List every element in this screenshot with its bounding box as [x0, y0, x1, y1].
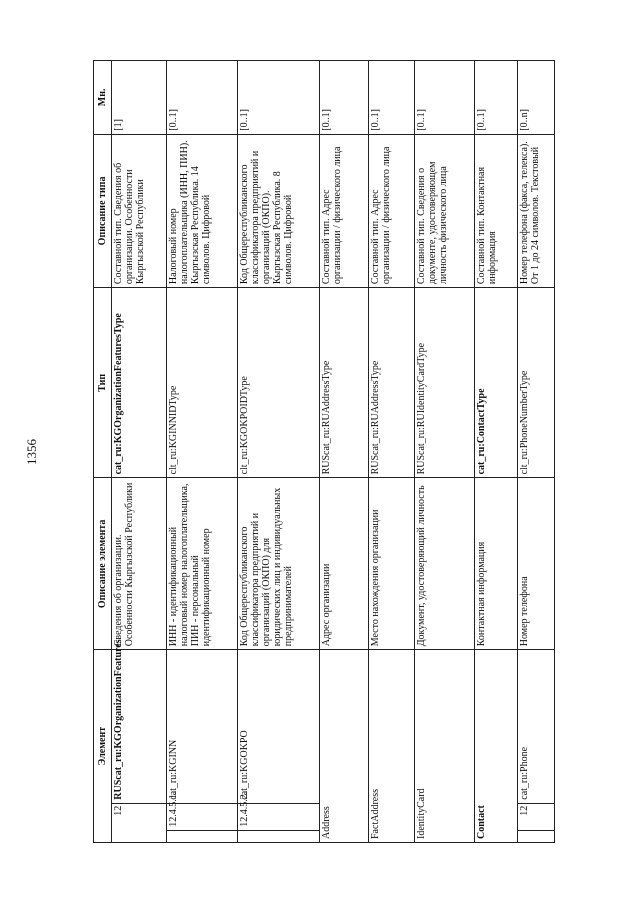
row-element-desc: Адрес организации	[320, 478, 369, 650]
row-element: FactAddress	[369, 650, 415, 843]
row-type: cat_ru:ContactType	[475, 288, 518, 478]
row-type-desc: Составной тип. Контактная информация	[475, 134, 518, 287]
row-type-desc: Код Общереспубликанского классификатора предприятий и организаций (ОКПО). Кыргызская Республика. 8 символов. Цифровой	[238, 134, 320, 287]
row-indent	[238, 830, 320, 842]
table-row	[369, 61, 415, 843]
row-type: cat_ru:KGOrganizationFeaturesType	[112, 288, 167, 478]
row-element-desc: Документ, удостоверяющий личность	[415, 478, 475, 650]
row-element: IdentityCard	[415, 650, 475, 843]
row-type-desc: Составной тип. Сведения об организации. Особенности Кыргызской Республики	[112, 134, 167, 287]
row-element-desc: Место нахождения организации	[369, 478, 415, 650]
row-indent	[167, 830, 238, 842]
row-element-desc: Код Общереспубликанского классификатора предприятий и организаций (ОКПО) для юридических лиц и индивидуальных предпринимателей	[238, 478, 320, 650]
row-element-desc: Контактная информация	[475, 478, 518, 650]
row-type: RUScat_ru:RUAddressType	[320, 288, 369, 478]
row-element: Address	[320, 650, 369, 843]
row-element-desc: Номер телефона	[518, 478, 555, 650]
page-number: 1356	[24, 439, 39, 465]
row-number: 12	[112, 803, 167, 842]
row-type-desc: Составной тип. Адрес организации / физического лица	[369, 134, 415, 287]
row-element-desc: Сведения об организации. Особенности Кыргызской Республики	[112, 478, 167, 650]
row-element: Contact	[475, 650, 518, 843]
header-type-desc: Описание типа	[94, 134, 112, 287]
row-mult: [1]	[112, 61, 167, 135]
row-type: RUScat_ru:RUIdentityCardType	[415, 288, 475, 478]
row-mult: [0..n]	[518, 61, 555, 135]
row-element: cat_ru:Phone	[518, 650, 555, 803]
table-row	[238, 61, 320, 843]
header-type: Тип	[94, 288, 112, 478]
row-type: clt_ru:PhoneNumberType	[518, 288, 555, 478]
row-mult: [0..1]	[369, 61, 415, 135]
header-mult: Мн.	[94, 61, 112, 135]
table-header-row	[94, 61, 112, 843]
table-row	[475, 61, 518, 843]
table-row	[415, 61, 475, 843]
row-type-desc: Составной тип. Адрес организации / физического лица	[320, 134, 369, 287]
row-mult: [0..1]	[415, 61, 475, 135]
row-number: 12.4.5.2.	[238, 803, 320, 830]
row-element: cat_ru:KGOKPO	[238, 650, 320, 803]
row-element: RUScat_ru:KGOrganizationFeatures	[112, 650, 167, 803]
row-type-desc: Номер телефона (факса, телекса). От 1 до 24 символов. Текстовый	[518, 134, 555, 287]
row-mult: [0..1]	[167, 61, 238, 135]
row-indent	[518, 830, 555, 842]
row-number: 12	[518, 803, 555, 830]
row-mult: [0..1]	[320, 61, 369, 135]
row-type: clt_ru:KGINNIDType	[167, 288, 238, 478]
table-row	[518, 61, 555, 843]
row-type: RUScat_ru:RUAddressType	[369, 288, 415, 478]
row-type-desc: Составной тип. Сведения о документе, удостоверяющем личность физического лица	[415, 134, 475, 287]
table-row	[320, 61, 369, 843]
row-type: clt_ru:KGOKPOIDType	[238, 288, 320, 478]
row-mult: [0..1]	[238, 61, 320, 135]
table-row	[167, 61, 238, 843]
element-table	[93, 60, 555, 843]
rotated-table-wrapper	[93, 60, 611, 843]
row-number: 12.4.5.1.	[167, 803, 238, 830]
row-element-desc: ИНН - идентификационный налоговый номер налогоплательщика, ПИН - персональный идентификационный номер	[167, 478, 238, 650]
table-row	[112, 61, 167, 843]
row-type-desc: Налоговый номер налогоплательщика (ИНН, ПИН). Кыргызская Республика. 14 символов. Цифровой	[167, 134, 238, 287]
row-element: cat_ru:KGINN	[167, 650, 238, 803]
header-element-desc: Описание элемента	[94, 478, 112, 650]
row-mult: [0..1]	[475, 61, 518, 135]
header-element: Элемент	[94, 650, 112, 843]
